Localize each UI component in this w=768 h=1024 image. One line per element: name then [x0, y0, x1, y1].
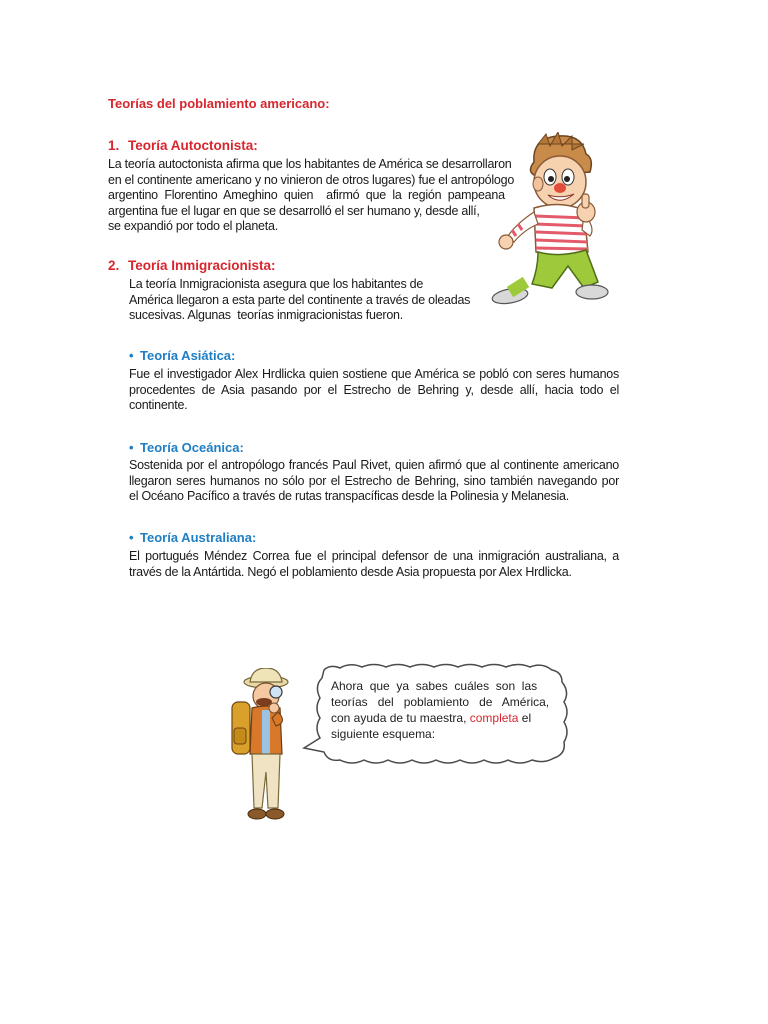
section-2-number: 2.: [108, 258, 120, 273]
text-line: Sostenida por el antropólogo francés Paul Rivet, quien afirmó que al continente americano: [129, 458, 619, 472]
text-line: La teoría Inmigracionista asegura que los habitantes de: [129, 277, 424, 291]
bullet-icon: •: [129, 348, 134, 363]
theory-australiana-title: Teoría Australiana:: [140, 530, 257, 545]
section-2-text: [129, 277, 469, 324]
theory-oceanica-title: Teoría Oceánica:: [140, 440, 244, 455]
section-2-heading: [108, 258, 276, 273]
bubble-line: Ahora que ya sabes cuáles son las: [331, 679, 538, 693]
bubble-line: [331, 710, 553, 726]
completa-highlight: completa: [469, 711, 519, 725]
text-line: llegaron seres humanos no sólo por el Estrecho de Behring, sino también navegando por: [129, 473, 619, 488]
text-line: el Océano Pacífico a través de rutas transpacíficas desde la Polinesia y Melanesia.: [129, 489, 569, 503]
section-1-text: [108, 157, 515, 235]
section-2-title: Teoría Inmigracionista:: [128, 258, 276, 273]
theory-asiatica-title: Teoría Asiática:: [140, 348, 236, 363]
text-line: El portugués Méndez Correa fue el principal defensor de una inmigración australiana, a: [129, 549, 619, 563]
text-line: La teoría autoctonista afirma que los habitantes de América se desarrollaron: [108, 157, 512, 171]
text-line: sucesivas. Algunas teorías inmigracionistas fueron.: [129, 308, 403, 322]
theory-australiana-heading: [129, 530, 256, 545]
bubble-line: teorías del poblamiento de América,: [331, 695, 550, 709]
theory-oceanica-heading: [129, 440, 244, 455]
bubble-line-3-end: el: [518, 711, 532, 725]
text-line: se expandió por todo el planeta.: [108, 219, 278, 233]
bullet-icon: •: [129, 440, 134, 455]
cartoon-explorer-illustration: [228, 668, 300, 824]
text-line: continente.: [129, 398, 188, 412]
cartoon-boy-thumbs-up-illustration: [486, 132, 632, 306]
text-line: argentino Florentino Ameghino quien afirmó que la región pampeana: [108, 188, 505, 202]
text-line: procedentes de Asia pasando por el Estrecho de Behring y, desde allí, hacia todo el: [129, 382, 619, 397]
text-line: argentina fue el lugar en que se desarrolló el ser humano y, desde allí,: [108, 203, 480, 218]
text-line: en el continente americano y no vinieron de otros lugares) fue el antropólogo: [108, 172, 515, 187]
bubble-line: siguiente esquema:: [331, 727, 436, 741]
text-line: América llegaron a esta parte del continente a través de oleadas: [129, 292, 471, 307]
page-title: Teorías del poblamiento americano:: [108, 96, 330, 111]
section-1-heading: [108, 138, 258, 153]
bullet-icon: •: [129, 530, 134, 545]
text-line: Fue el investigador Alex Hrdlicka quien sostiene que América se pobló con seres humanos: [129, 367, 619, 381]
text-line: través de la Antártida. Negó el poblamiento desde Asia propuesta por Alex Hrdlicka.: [129, 564, 572, 579]
theory-australiana-text: [129, 549, 619, 580]
theory-asiatica-heading: [129, 348, 235, 363]
section-1-number: 1.: [108, 138, 120, 153]
theory-oceanica-text: [129, 458, 619, 505]
bubble-line-3-start: con ayuda de tu maestra,: [331, 711, 470, 725]
theory-asiatica-text: [129, 367, 619, 414]
speech-bubble-text: [331, 678, 553, 742]
section-1-title: Teoría Autoctonista:: [128, 138, 258, 153]
